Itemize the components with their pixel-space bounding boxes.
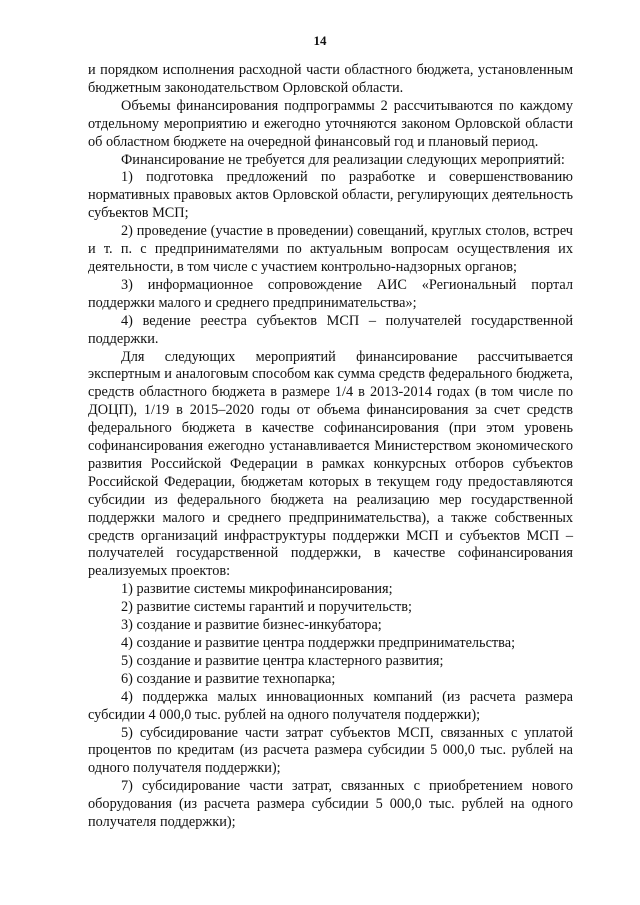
list-item: 5) создание и развитие центра кластерного развития; [121, 652, 444, 669]
list-item: 5) субсидирование части затрат субъектов МСП, связанных с уплатой процентов по кредитам (из расчета размера субсидии 5 000,0 тыс. рублей на одного получателя поддержки); [88, 724, 573, 777]
list-item: 1) подготовка предложений по разработке и совершенствованию нормативных правовых актов Орловской области, регулирующих деятельность субъектов МСП; [88, 169, 573, 222]
list-item: 4) поддержка малых инновационных компаний (из расчета размера субсидии 4 000,0 тыс. рублей на одного получателя поддержки); [88, 688, 573, 723]
list-item: 3) создание и развитие бизнес-инкубатора; [121, 617, 382, 634]
list-item: 1) развитие системы микрофинансирования; [121, 581, 393, 598]
list-item: 2) развитие системы гарантий и поручительств; [121, 599, 413, 616]
list-item: 7) субсидирование части затрат, связанных с приобретением нового оборудования (из расчета размера субсидии 5 000,0 тыс. рублей на одного получателя поддержки); [88, 778, 573, 831]
document-body [88, 62, 573, 832]
paragraph-funding-volumes: Объемы финансирования подпрограммы 2 рассчитываются по каждому отдельному мероприятию и ежегодно уточняются законом Орловской области об областном бюджете на очередной финансовый год и плановый период. [88, 97, 573, 150]
list-item: 2) проведение (участие в проведении) совещаний, круглых столов, встреч и т. п. с предпринимателями по актуальным вопросам осуществления их деятельности, в том числе с участием контрольно-надзорных органов; [88, 223, 573, 275]
list-item: 3) информационное сопровождение АИС «Региональный портал поддержки малого и среднего предпринимательства»; [88, 276, 573, 311]
list-item: 4) ведение реестра субъектов МСП – получателей государственной поддержки. [88, 312, 573, 347]
list-item: 6) создание и развитие технопарка; [121, 670, 336, 687]
page-number: 14 [313, 33, 327, 48]
paragraph-funding-calculation: Для следующих мероприятий финансирование рассчитывается экспертным и аналоговым способом как сумма средств федерального бюджета, средств областного бюджета в размере 1/4 в 2013-2014 годах (в том числе по ДОЦП), 1/19 в 2015–2020 годы от объема финансирования за счет средств федерального бюджета в качестве софинансирования (при этом уровень софинансирования ежегодно устанавливается Министерством экономического развития Российской Федерации в рамках конкурсных отборов субъектов Российской Федерации, бюджетам которых в текущем году предоставляются субсидии из федерального бюджета на реализацию мер государственной поддержки малого и среднего предпринимательства), а также собственных средств организаций инфраструктуры поддержки МСП и субъектов МСП – получателей государственной поддержки, в качестве софинансирования реализуемых проектов: [88, 348, 573, 580]
list-item: 4) создание и развитие центра поддержки предпринимательства; [121, 635, 516, 651]
paragraph-continuation: и порядком исполнения расходной части областного бюджета, установленным бюджетным законодательством Орловской области. [88, 62, 573, 96]
paragraph-no-funding-intro: Финансирование не требуется для реализации следующих мероприятий: [121, 151, 565, 168]
